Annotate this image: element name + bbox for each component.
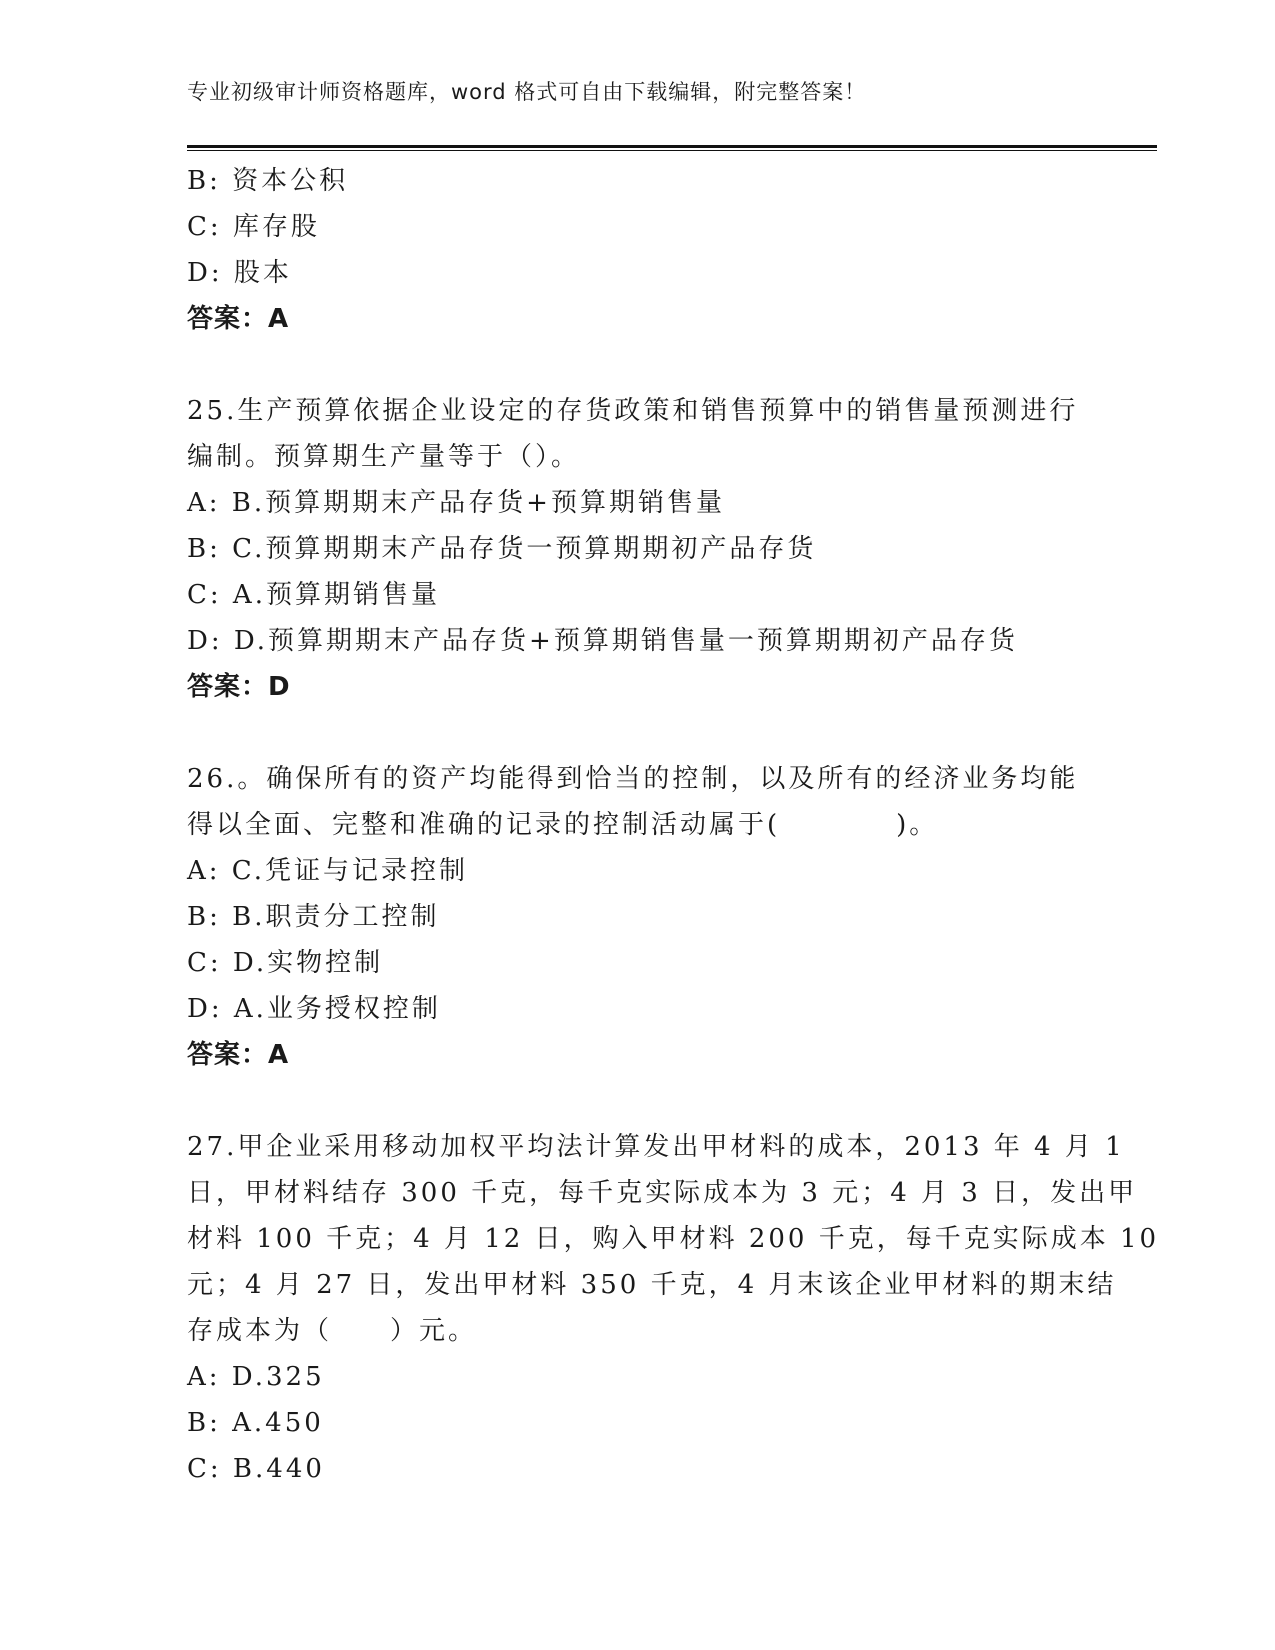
option-line: B: A.450 — [187, 1408, 324, 1438]
question-stem: 日，甲材料结存 300 千克，每千克实际成本为 3 元；4 月 3 日，发出甲 — [187, 1178, 1138, 1208]
page-header: 专业初级审计师资格题库，word 格式可自由下载编辑，附完整答案！ — [187, 80, 867, 104]
option-line: B: 资本公积 — [187, 166, 349, 196]
question-stem: 编制。预算期生产量等于（）。 — [187, 442, 581, 472]
question-25 — [187, 388, 1107, 710]
question-stem: 存成本为（ ）元。 — [187, 1316, 478, 1346]
question-stem: 得以全面、完整和准确的记录的控制活动属于( )。 — [187, 810, 939, 840]
question-stem: 25.生产预算依据企业设定的存货政策和销售预算中的销售量预测进行 — [187, 396, 1079, 426]
option-line: D: 股本 — [187, 258, 292, 288]
option-line: A: C.凭证与记录控制 — [187, 856, 469, 886]
question-stem: 26.。确保所有的资产均能得到恰当的控制，以及所有的经济业务均能 — [187, 764, 1079, 794]
header-rule — [187, 145, 1157, 151]
question-26 — [187, 756, 1107, 1078]
option-line: A: D.325 — [187, 1362, 325, 1392]
document-body — [187, 158, 1160, 1492]
option-line: C: 库存股 — [187, 212, 320, 242]
option-line: D: A.业务授权控制 — [187, 994, 441, 1024]
prev-question — [187, 158, 1107, 342]
question-stem: 材料 100 千克；4 月 12 日，购入甲材料 200 千克，每千克实际成本 10 — [187, 1224, 1160, 1254]
question-stem: 元；4 月 27 日，发出甲材料 350 千克，4 月末该企业甲材料的期末结 — [187, 1270, 1117, 1300]
option-line: B: C.预算期期末产品存货一预算期期初产品存货 — [187, 534, 817, 564]
answer-line: 答案：A — [187, 1040, 290, 1070]
option-line: C: A.预算期销售量 — [187, 580, 440, 610]
option-line: D: D.预算期期末产品存货+预算期销售量一预算期期初产品存货 — [187, 626, 1018, 656]
option-line: C: D.实物控制 — [187, 948, 384, 978]
option-line: B: B.职责分工控制 — [187, 902, 440, 932]
question-stem: 27.甲企业采用移动加权平均法计算发出甲材料的成本，2013 年 4 月 1 — [187, 1132, 1125, 1162]
question-27 — [187, 1124, 1160, 1492]
answer-line: 答案：D — [187, 672, 291, 702]
option-line: A: B.预算期期末产品存货+预算期销售量 — [187, 488, 725, 518]
option-line: C: B.440 — [187, 1454, 325, 1484]
answer-line: 答案：A — [187, 304, 290, 334]
